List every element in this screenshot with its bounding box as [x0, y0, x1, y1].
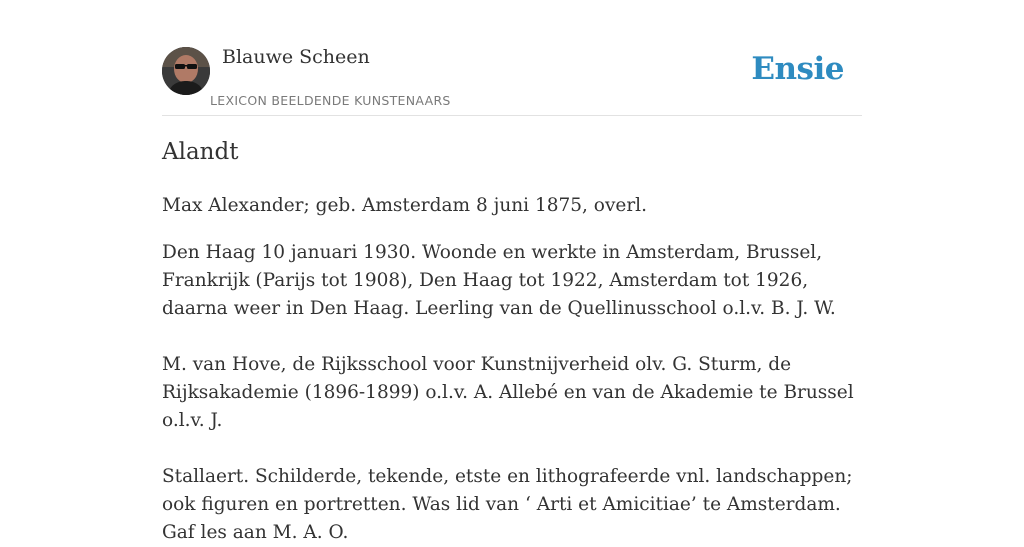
avatar-photo [162, 47, 210, 95]
page-title: Alandt [162, 139, 239, 165]
source-label[interactable]: LEXICON BEELDENDE KUNSTENAARS [210, 93, 451, 108]
author-name[interactable]: Blauwe Scheen [222, 46, 370, 68]
ensie-logo[interactable]: Ensie [751, 51, 844, 87]
article-body: Den Haag 10 januari 1930. Woonde en werkte in Amsterdam, Brussel, Frankrijk (Parijs tot 1908), Den Haag tot 1922, Amsterdam tot 1926, daarna weer in Den Haag. Leerling van de Quellinusschool o.l.v. B. J. W. M. van Hove, de Rijksschool voor Kunstnijverheid olv. G. Sturm, de Rijksakademie (1896-1899) o.l.v. A. Allebé en van de Akademie te Brussel o.l.v. J. Stallaert. Schilderde, tekende, etste en lithografeerde vnl. landschappen; ook figuren en portretten. Was lid van ‘ Arti et Amicitiae’ te Amsterdam. Gaf les aan M. A. O. [162, 242, 854, 543]
author-avatar[interactable] [162, 47, 210, 95]
page-header [162, 45, 862, 116]
article-lead: Max Alexander; geb. Amsterdam 8 juni 1875, overl. [162, 195, 647, 216]
